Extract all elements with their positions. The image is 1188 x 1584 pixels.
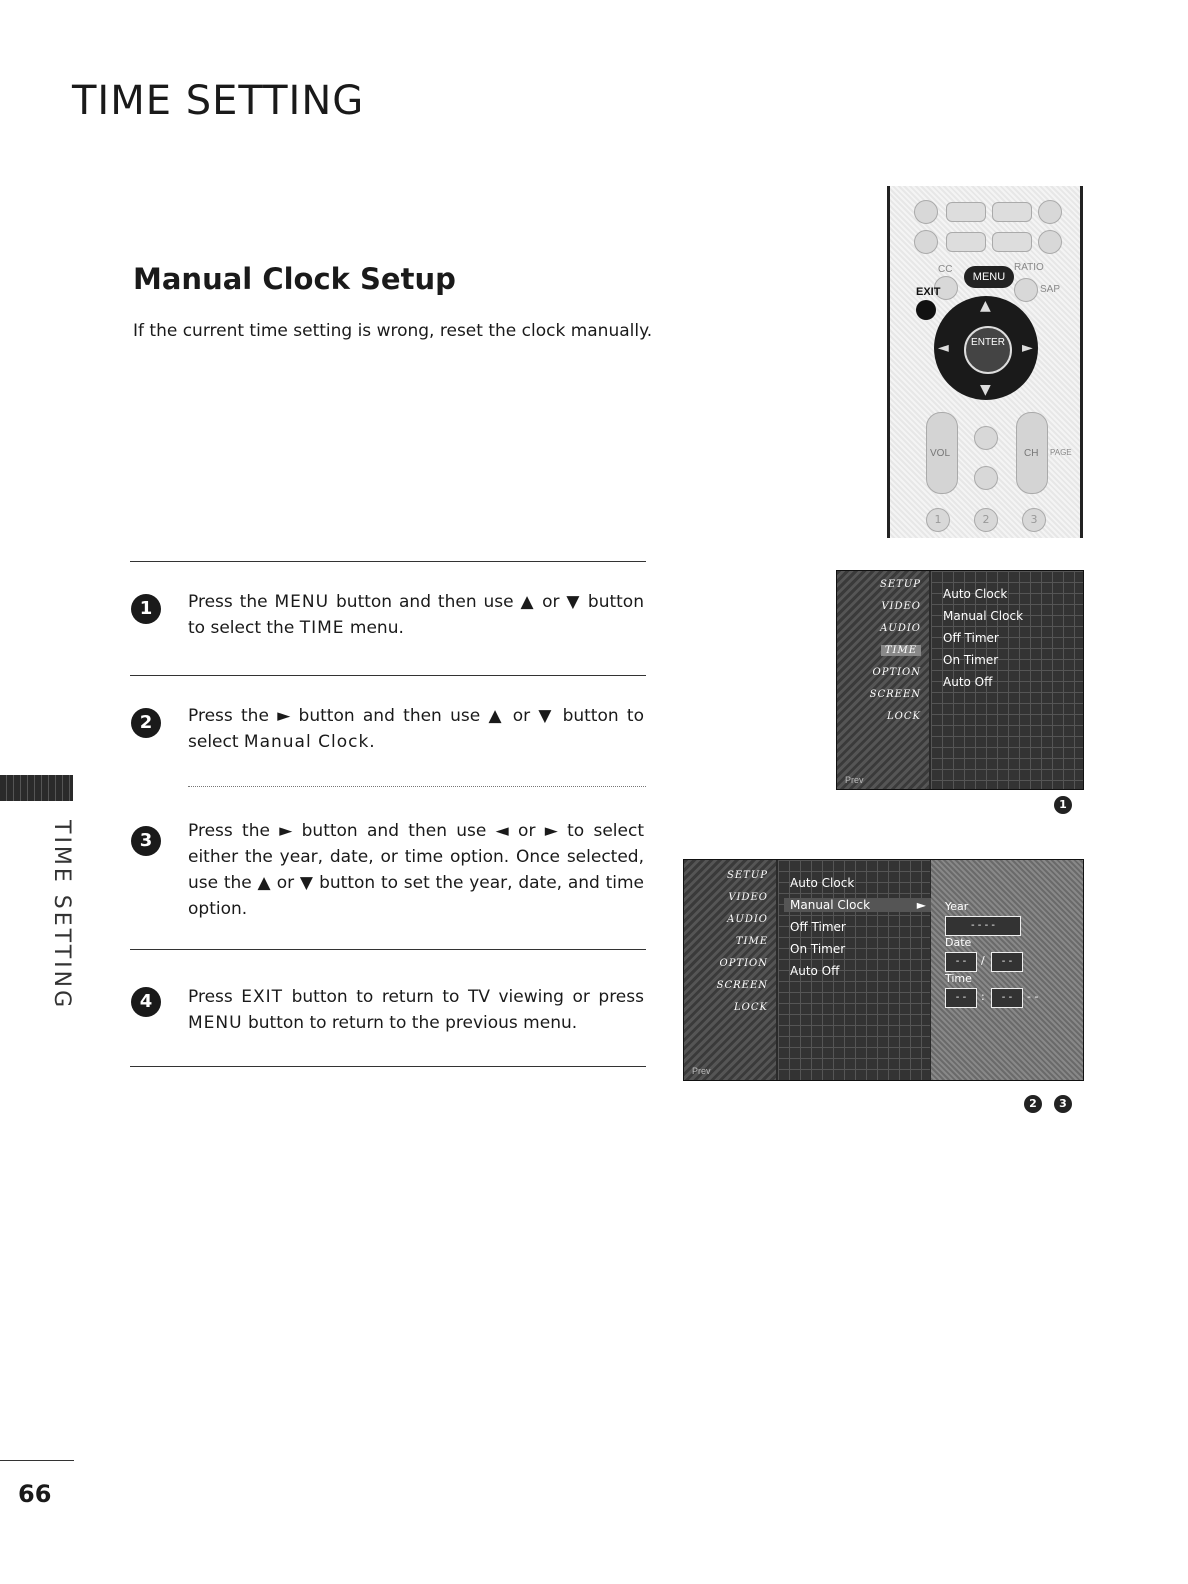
category-item: AUDIO <box>727 914 768 925</box>
step-text: Press the MENU button and then use ▲ or ▼ button to select the TIME menu. <box>188 592 644 638</box>
remote-button <box>1038 200 1062 224</box>
remote-button <box>992 202 1032 222</box>
remote-button <box>992 232 1032 252</box>
menu-item: Auto Clock <box>790 876 855 890</box>
page-number: 66 <box>18 1480 52 1508</box>
step-text: Press EXIT button to return to TV viewing or press MENU button to return to the previous menu. <box>188 987 644 1033</box>
category-item: LOCK <box>734 1002 768 1013</box>
ratio-label: RATIO <box>1014 262 1044 273</box>
step-text: Press the ► button and then use ▲ or ▼ button to select Manual Clock. <box>188 706 644 752</box>
vol-label: VOL <box>930 448 951 459</box>
menu-item: Off Timer <box>943 631 999 645</box>
menu-panel <box>778 860 930 1080</box>
key-2: 2 <box>974 508 998 532</box>
tv-menu-screenshot <box>683 859 1084 1081</box>
menu-item: Auto Off <box>943 675 993 689</box>
exit-label: EXIT <box>916 286 941 298</box>
remote-button <box>1038 230 1062 254</box>
divider <box>130 561 646 562</box>
category-item: OPTION <box>872 667 921 678</box>
left-arrow-icon: ◄ <box>938 340 949 356</box>
side-tab-marker <box>0 775 73 801</box>
category-item: AUDIO <box>880 623 921 634</box>
category-item: SETUP <box>727 870 768 881</box>
time-separator: : <box>981 990 985 1003</box>
time-hour-field: - - <box>945 988 977 1008</box>
down-arrow-icon: ▼ <box>980 382 991 398</box>
divider <box>130 675 646 676</box>
menu-button-label: MENU <box>964 266 1014 288</box>
menu-item: Off Timer <box>790 920 846 934</box>
section-title: Manual Clock Setup <box>133 262 456 296</box>
date-label: Date <box>945 936 972 949</box>
remote-button <box>914 200 938 224</box>
page-title: TIME SETTING <box>72 78 365 124</box>
cc-label: CC <box>938 264 953 275</box>
category-item: SETUP <box>880 579 921 590</box>
date-month-field: - - <box>945 952 977 972</box>
footer-rule <box>0 1460 74 1461</box>
key-3: 3 <box>1022 508 1046 532</box>
page-label: PAGE <box>1050 448 1072 457</box>
category-item: OPTION <box>719 958 768 969</box>
figure-caption-number: 2 <box>1024 1095 1042 1113</box>
sap-label: SAP <box>1040 284 1061 295</box>
date-day-field: - - <box>991 952 1023 972</box>
sap-button <box>1014 278 1038 302</box>
menu-item: On Timer <box>943 653 999 667</box>
category-item: VIDEO <box>728 892 768 903</box>
key-1: 1 <box>926 508 950 532</box>
ch-label: CH <box>1024 448 1039 459</box>
category-panel <box>684 860 776 1080</box>
remote-control-illustration <box>887 186 1083 538</box>
remote-button <box>946 232 986 252</box>
category-item: TIME <box>735 936 768 947</box>
figure-caption-number: 1 <box>1054 796 1072 814</box>
tv-menu-screenshot <box>836 570 1084 790</box>
prev-label: Prev <box>692 1066 711 1076</box>
submenu-panel <box>931 860 1083 1080</box>
category-item: VIDEO <box>881 601 921 612</box>
right-arrow-icon: ► <box>1022 340 1033 356</box>
remote-button <box>974 466 998 490</box>
time-label: Time <box>945 972 972 985</box>
menu-item-selected: Manual Clock ► <box>784 898 932 912</box>
prev-label: Prev <box>845 775 864 785</box>
menu-item: Auto Clock <box>943 587 1008 601</box>
divider <box>130 949 646 950</box>
year-field: - - - - <box>945 916 1021 936</box>
remote-button <box>974 426 998 450</box>
time-minute-field: - - <box>991 988 1023 1008</box>
menu-item: Auto Off <box>790 964 840 978</box>
category-item: SCREEN <box>869 689 921 700</box>
step-number: 3 <box>131 826 161 856</box>
exit-button <box>916 300 936 320</box>
category-item: SCREEN <box>716 980 768 991</box>
menu-item: Manual Clock <box>943 609 1024 623</box>
intro-text: If the current time setting is wrong, reset the clock manually. <box>133 321 653 341</box>
figure-caption-number: 3 <box>1054 1095 1072 1113</box>
remote-button <box>914 230 938 254</box>
right-arrow-icon: ► <box>916 898 926 912</box>
side-label: TIME SETTING <box>49 820 74 1011</box>
category-panel <box>837 571 929 789</box>
step-number: 1 <box>131 594 161 624</box>
step-number: 2 <box>131 708 161 738</box>
up-arrow-icon: ▲ <box>980 298 991 314</box>
divider <box>130 1066 646 1067</box>
category-item: LOCK <box>887 711 921 722</box>
divider <box>188 786 646 787</box>
date-separator: / <box>981 954 985 967</box>
enter-button-label: ENTER <box>964 326 1012 374</box>
menu-panel <box>931 571 1083 789</box>
step-text: Press the ► button and then use ◄ or ► to select either the year, date, or time option. Once selected, use the ▲ or ▼ button to set the year, date, and time option. <box>188 821 644 919</box>
ampm-field: - - <box>1027 990 1039 1003</box>
year-label: Year <box>945 900 969 913</box>
category-item-selected: TIME <box>881 645 921 656</box>
step-number: 4 <box>131 987 161 1017</box>
remote-button <box>946 202 986 222</box>
menu-item: On Timer <box>790 942 846 956</box>
